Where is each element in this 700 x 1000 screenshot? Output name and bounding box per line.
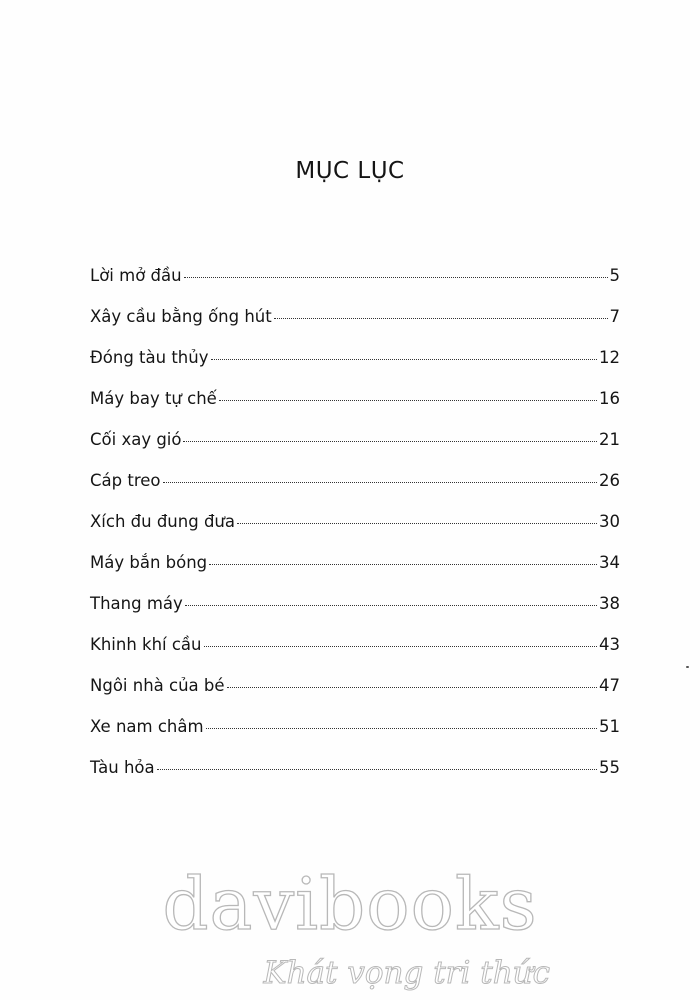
toc-dot-leader	[157, 769, 597, 770]
toc-entry-label: Xích đu đung đưa	[90, 512, 235, 531]
toc-entry-label: Máy bay tự chế	[90, 389, 217, 408]
toc-entry	[90, 717, 620, 758]
toc-entry	[90, 389, 620, 430]
toc-dot-leader	[274, 318, 608, 319]
toc-entry	[90, 430, 620, 471]
toc-entry-page-number: 34	[599, 553, 620, 572]
toc-entry-page-number: 55	[599, 758, 620, 777]
toc-entry-label: Ngôi nhà của bé	[90, 676, 225, 695]
toc-entry-page-number: 5	[609, 266, 620, 285]
toc-dot-leader	[209, 564, 597, 565]
toc-dot-leader	[227, 687, 597, 688]
toc-entry-page-number: 30	[599, 512, 620, 531]
toc-entry-label: Xe nam châm	[90, 717, 204, 736]
toc-entry-page-number: 47	[599, 676, 620, 695]
toc-entry-label: Cáp treo	[90, 471, 161, 490]
toc-entry	[90, 676, 620, 717]
watermark-brand: davibooks	[162, 862, 538, 946]
toc-entry-page-number: 21	[599, 430, 620, 449]
toc-entry-page-number: 38	[599, 594, 620, 613]
page-title: MỤC LỤC	[295, 158, 405, 184]
toc-dot-leader	[206, 728, 597, 729]
toc-dot-leader	[183, 441, 597, 442]
toc-entry-page-number: 7	[609, 307, 620, 326]
toc-entry-label: Tàu hỏa	[90, 758, 155, 777]
toc-dot-leader	[211, 359, 598, 360]
page-speck	[686, 666, 689, 668]
toc-entry-label: Khinh khí cầu	[90, 635, 202, 654]
toc-entry	[90, 348, 620, 389]
toc-dot-leader	[184, 277, 608, 278]
toc-entry-label: Lời mở đầu	[90, 266, 182, 285]
toc-dot-leader	[219, 400, 597, 401]
toc-entry-page-number: 12	[599, 348, 620, 367]
toc-entry	[90, 758, 620, 799]
toc-entry	[90, 594, 620, 635]
toc-entry	[90, 553, 620, 594]
toc-entry-label: Cối xay gió	[90, 430, 182, 449]
toc-entry-page-number: 51	[599, 717, 620, 736]
toc-entry-label: Xây cầu bằng ống hút	[90, 307, 272, 326]
toc-dot-leader	[204, 646, 597, 647]
toc-dot-leader	[237, 523, 597, 524]
toc-entry	[90, 635, 620, 676]
toc-entry-page-number: 16	[599, 389, 620, 408]
toc-entry-page-number: 43	[599, 635, 620, 654]
toc-entry	[90, 512, 620, 553]
toc-entry	[90, 266, 620, 307]
toc-dot-leader	[185, 605, 597, 606]
toc-entry-label: Đóng tàu thủy	[90, 348, 209, 367]
toc-entry-label: Máy bắn bóng	[90, 553, 208, 572]
toc-entry	[90, 307, 620, 348]
toc-entry-label: Thang máy	[90, 594, 183, 613]
toc-entry	[90, 471, 620, 512]
toc-entry-page-number: 26	[599, 471, 620, 490]
table-of-contents	[90, 266, 620, 799]
toc-dot-leader	[163, 482, 598, 483]
watermark-tagline: Khát vọng tri thức	[263, 955, 550, 991]
